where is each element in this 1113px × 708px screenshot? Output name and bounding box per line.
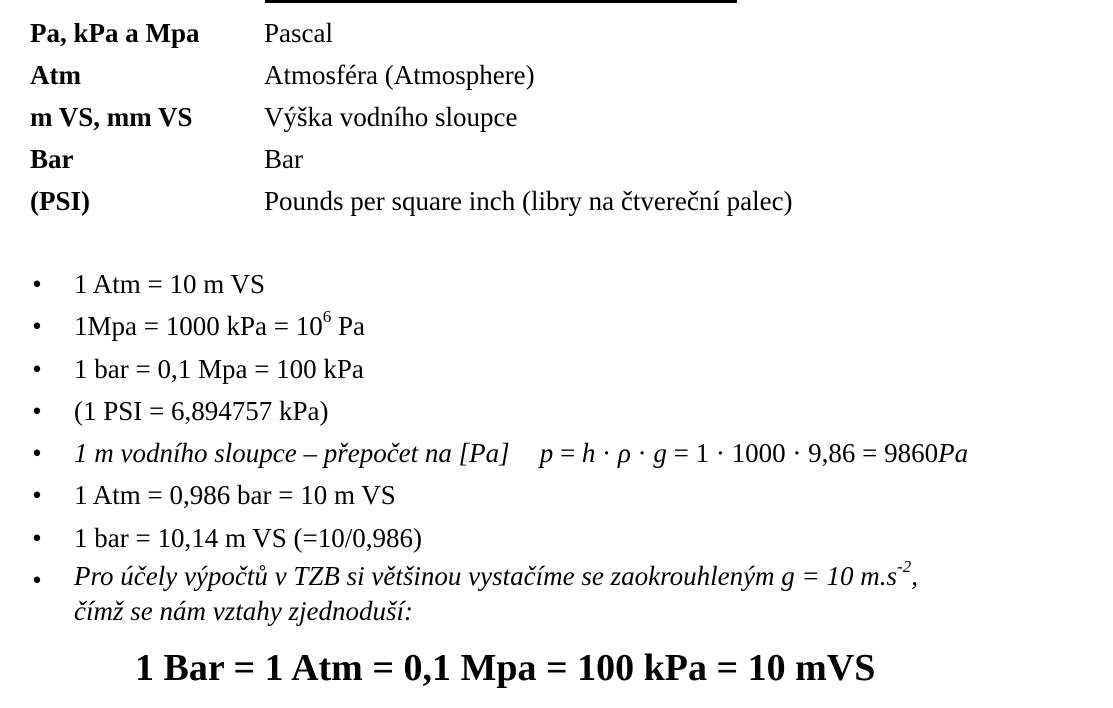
bullet-text-main: 1Mpa = 1000 kPa = 10 bbox=[74, 311, 323, 342]
list-item bbox=[30, 517, 1090, 559]
unit-desc: Pounds per square inch (libry na čtvereční palec) bbox=[264, 186, 793, 216]
bullet-icon: • bbox=[32, 522, 42, 553]
unit-desc: Pascal bbox=[264, 18, 333, 48]
list-item bbox=[30, 348, 1090, 390]
unit-abbr: m VS, mm VS bbox=[30, 102, 193, 132]
bullet-text-italic: 1 m vodního sloupce – přepočet na [Pa] bbox=[74, 438, 510, 469]
top-rule bbox=[265, 0, 737, 3]
summary-equation: 1 Bar = 1 Atm = 0,1 Mpa = 100 kPa = 10 mVS bbox=[135, 647, 876, 689]
bullet-text-line1: Pro účely výpočtů v TZB si většinou vystačíme se zaokrouhleným g = 10 m.s bbox=[74, 561, 898, 592]
unit-desc: Bar bbox=[264, 144, 303, 174]
list-item bbox=[30, 474, 1090, 516]
bullet-icon: • bbox=[32, 480, 42, 511]
formula-rho: ρ bbox=[617, 438, 631, 469]
formula-dot: · bbox=[630, 438, 654, 469]
bullet-text: 1 Atm = 0,986 bar = 10 m VS bbox=[74, 480, 396, 511]
bullet-icon: • bbox=[32, 311, 42, 342]
unit-abbr: Atm bbox=[30, 60, 81, 90]
bullet-text-unit: Pa bbox=[331, 311, 365, 342]
unit-abbr: Bar bbox=[30, 144, 74, 174]
unit-desc: Výška vodního sloupce bbox=[264, 102, 518, 132]
bullet-text bbox=[74, 432, 968, 474]
unit-desc: Atmosféra (Atmosphere) bbox=[264, 60, 535, 90]
formula-p: p bbox=[539, 438, 554, 469]
exponent: -2 bbox=[897, 557, 912, 577]
list-item bbox=[30, 305, 1090, 347]
bullet-icon: • bbox=[32, 353, 42, 384]
bullet-text: 1 bar = 0,1 Mpa = 100 kPa bbox=[74, 353, 364, 384]
bullet-icon: • bbox=[32, 565, 42, 596]
bullet-icon: • bbox=[32, 395, 42, 426]
bullet-icon: • bbox=[32, 269, 42, 299]
list-item bbox=[30, 559, 1090, 629]
pressure-formula bbox=[540, 432, 968, 474]
bullet-text: (1 PSI = 6,894757 kPa) bbox=[74, 395, 329, 426]
conversion-list bbox=[30, 263, 1090, 629]
bullet-text-comma: , bbox=[911, 561, 918, 592]
unit-abbr: Pa, kPa a Mpa bbox=[30, 18, 200, 48]
exponent: 6 bbox=[322, 307, 332, 327]
formula-eq: = bbox=[553, 438, 582, 469]
bullet-icon: • bbox=[32, 438, 42, 469]
bullet-text-line2: čímž se nám vztahy zjednoduší: bbox=[74, 596, 413, 627]
formula-rest: = 1 · 1000 · 9,86 = 9860 bbox=[666, 438, 939, 469]
formula-g: g bbox=[653, 438, 667, 469]
formula-h: h bbox=[581, 438, 596, 469]
bullet-text bbox=[74, 305, 365, 347]
list-item bbox=[30, 432, 1090, 474]
unit-abbr: (PSI) bbox=[30, 186, 90, 216]
list-item bbox=[30, 390, 1090, 432]
bullet-text: 1 Atm = 10 m VS bbox=[74, 269, 266, 299]
bullet-text bbox=[74, 559, 1054, 629]
bullet-text: 1 bar = 10,14 m VS (=10/0,986) bbox=[74, 522, 422, 553]
formula-dot: · bbox=[595, 438, 618, 469]
formula-unit: Pa bbox=[938, 438, 969, 469]
list-item bbox=[30, 263, 1090, 305]
